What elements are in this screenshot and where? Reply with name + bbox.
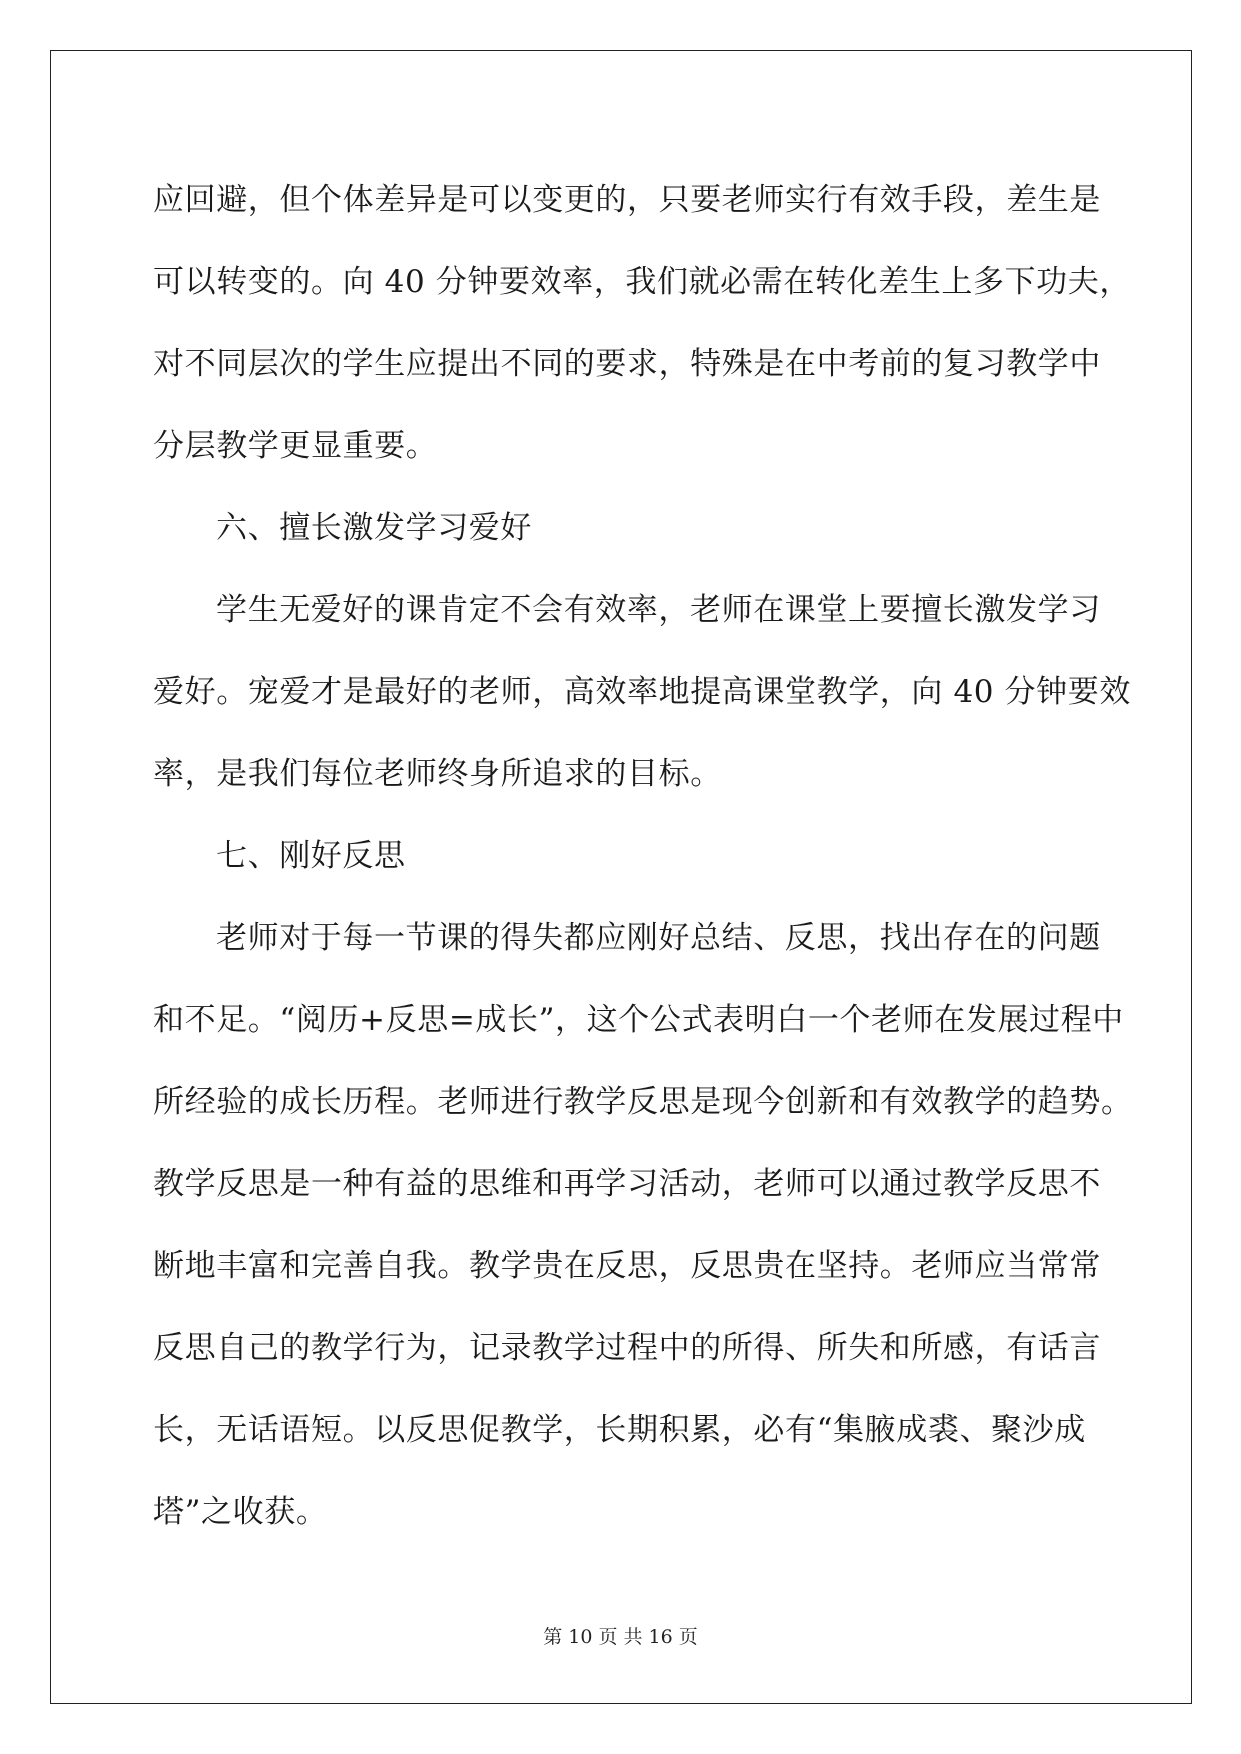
text-line-7: 爱好。宠爱才是最好的老师，高效率地提高课堂教学，向 40 分钟要效 <box>153 674 1131 710</box>
text-line-14: 断地丰富和完善自我。教学贵在反思，反思贵在坚持。老师应当常常 <box>153 1248 1101 1284</box>
text-line-1: 应回避，但个体差异是可以变更的，只要老师实行有效手段，差生是 <box>153 182 1101 218</box>
document-body <box>153 159 1133 1553</box>
section-heading-6: 六、擅长激发学习爱好 <box>216 510 532 546</box>
text-line-11: 和不足。“阅历+反思=成长”，这个公式表明白一个老师在发展过程中 <box>153 1002 1124 1038</box>
text-line-10: 老师对于每一节课的得失都应刚好总结、反思，找出存在的问题 <box>216 920 1101 956</box>
text-line-16: 长，无话语短。以反思促教学，长期积累，必有“集腋成裘、聚沙成 <box>153 1412 1086 1448</box>
text-line-13: 教学反思是一种有益的思维和再学习活动，老师可以通过教学反思不 <box>153 1166 1101 1202</box>
text-line-8: 率，是我们每位老师终身所追求的目标。 <box>153 756 722 792</box>
page-number-footer: 第 10 页 共 16 页 <box>543 1626 698 1648</box>
text-line-17: 塔”之收获。 <box>153 1494 328 1530</box>
text-line-15: 反思自己的教学行为，记录教学过程中的所得、所失和所感，有话言 <box>153 1330 1101 1366</box>
text-line-2: 可以转变的。向 40 分钟要效率，我们就必需在转化差生上多下功夫， <box>153 264 1131 300</box>
text-line-3: 对不同层次的学生应提出不同的要求，特殊是在中考前的复习教学中 <box>153 346 1101 382</box>
text-line-6: 学生无爱好的课肯定不会有效率，老师在课堂上要擅长激发学习 <box>216 592 1101 628</box>
text-line-4: 分层教学更显重要。 <box>153 428 438 464</box>
text-line-12: 所经验的成长历程。老师进行教学反思是现今创新和有效教学的趋势。 <box>153 1084 1133 1120</box>
section-heading-7: 七、刚好反思 <box>216 838 406 874</box>
